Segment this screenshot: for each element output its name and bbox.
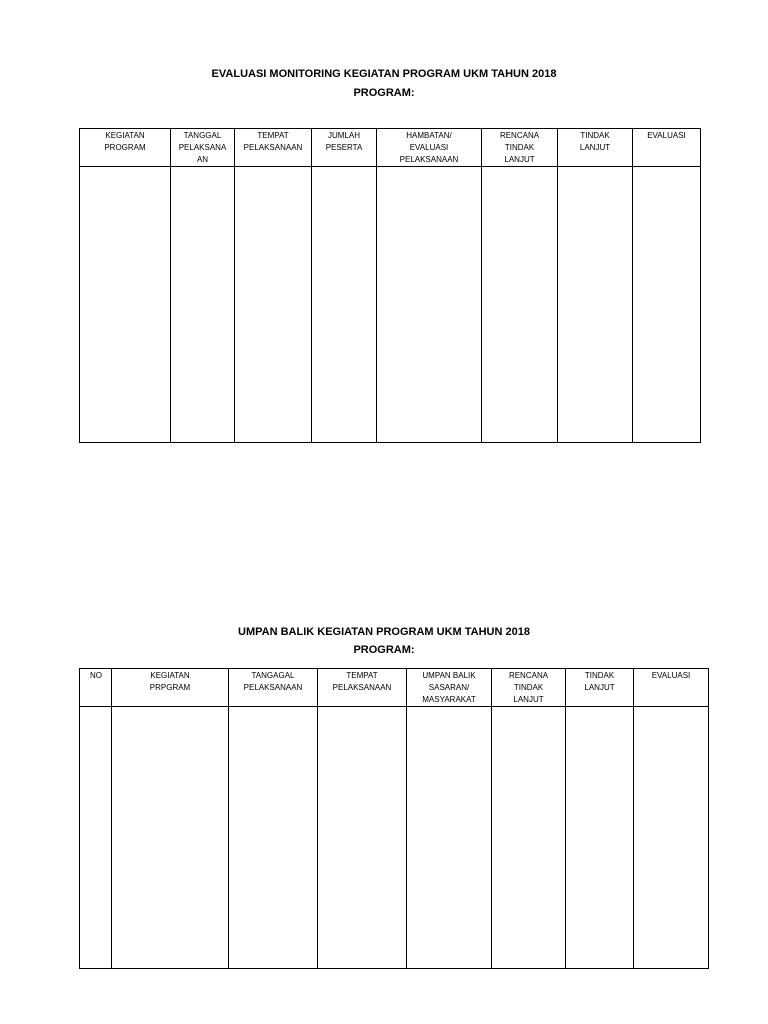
table-header-row (80, 129, 701, 167)
table-header-row (80, 669, 709, 707)
table-cell (318, 707, 407, 969)
column-header-umpan-balik: UMPAN BALIK SASARAN/ MASYARAKAT (407, 669, 492, 707)
feedback-table (79, 668, 709, 969)
table-row (80, 167, 701, 443)
column-header-evaluasi: EVALUASI (634, 669, 709, 707)
table-cell (634, 707, 709, 969)
table-cell (112, 707, 229, 969)
column-header-tindak-lanjut: TINDAK LANJUT (558, 129, 633, 167)
table-cell (80, 707, 112, 969)
column-header-tindak-lanjut: TINDAK LANJUT (566, 669, 634, 707)
section-1-subtitle: PROGRAM: (353, 87, 415, 99)
column-header-tempat-pelaksanaan: TEMPAT PELAKSANAAN (318, 669, 407, 707)
table-cell (558, 167, 633, 443)
section-2-title: UMPAN BALIK KEGIATAN PROGRAM UKM TAHUN 2018 (238, 626, 530, 638)
column-header-jumlah-peserta: JUMLAH PESERTA (312, 129, 377, 167)
column-header-evaluasi: EVALUASI (633, 129, 701, 167)
table-row (80, 707, 709, 969)
column-header-rencana-tindak-lanjut: RENCANA TINDAK LANJUT (492, 669, 566, 707)
column-header-kegiatan-program: KEGIATAN PROGRAM (80, 129, 171, 167)
column-header-tanggal-pelaksanaan: TANGGAL PELAKSANA AN (171, 129, 235, 167)
table-cell (377, 167, 482, 443)
column-header-no: NO (80, 669, 112, 707)
table-cell (235, 167, 312, 443)
column-header-hambatan-evaluasi: HAMBATAN/ EVALUASI PELAKSANAAN (377, 129, 482, 167)
section-1-title: EVALUASI MONITORING KEGIATAN PROGRAM UKM TAHUN 2018 (211, 68, 557, 80)
table-cell (633, 167, 701, 443)
table-cell (492, 707, 566, 969)
column-header-rencana-tindak-lanjut: RENCANA TINDAK LANJUT (482, 129, 558, 167)
section-2-subtitle: PROGRAM: (353, 644, 415, 656)
table-cell (566, 707, 634, 969)
evaluation-monitoring-table (79, 128, 701, 443)
table-cell (312, 167, 377, 443)
table-cell (171, 167, 235, 443)
column-header-tanggal-pelaksanaan: TANGAGAL PELAKSANAAN (229, 669, 318, 707)
table-cell (229, 707, 318, 969)
table-cell (407, 707, 492, 969)
column-header-tempat-pelaksanaan: TEMPAT PELAKSANAAN (235, 129, 312, 167)
column-header-kegiatan-program: KEGIATAN PRPGRAM (112, 669, 229, 707)
table-cell (80, 167, 171, 443)
table-cell (482, 167, 558, 443)
